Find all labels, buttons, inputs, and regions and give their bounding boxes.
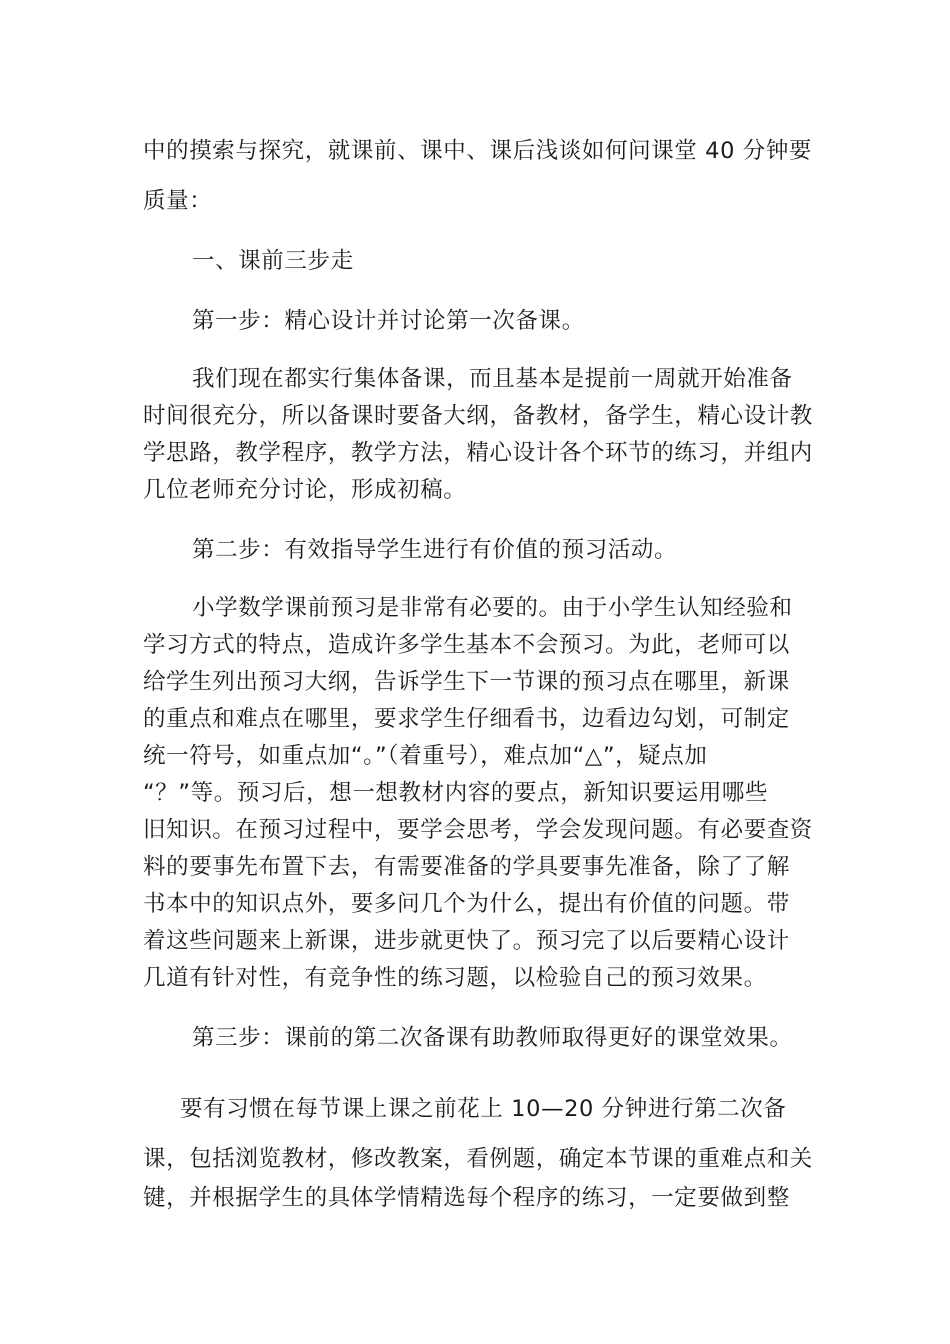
text-line: 质量： xyxy=(143,188,213,214)
step-heading: 第二步：有效指导学生进行有价值的预习活动。 xyxy=(192,537,678,563)
text-line: 料的要事先布置下去，有需要准备的学具要事先准备，除了了解 xyxy=(143,854,790,880)
text-line: 统一符号，如重点加“。”（着重号），难点加“△”，疑点加 xyxy=(143,743,708,769)
text-line: 着这些问题来上新课，进步就更快了。预习完了以后要精心设计 xyxy=(143,928,790,954)
text-line: 键，并根据学生的具体学情精选每个程序的练习，一定要做到整 xyxy=(143,1185,790,1211)
text-line: 我们现在都实行集体备课，而且基本是提前一周就开始准备 xyxy=(192,366,793,392)
step-heading: 第三步：课前的第二次备课有助教师取得更好的课堂效果。 xyxy=(192,1025,793,1051)
text-line: 几道有针对性，有竞争性的练习题，以检验自己的预习效果。 xyxy=(143,965,767,991)
text-line: 小学数学课前预习是非常有必要的。由于小学生认知经验和 xyxy=(192,595,793,621)
text-line: 要有习惯在每节课上课之前花上 10—20 分钟进行第二次备 xyxy=(180,1096,787,1122)
text-line: 学思路，教学程序，教学方法，精心设计各个环节的练习，并组内 xyxy=(143,440,813,466)
text-line: 的重点和难点在哪里，要求学生仔细看书，边看边勾划，可制定 xyxy=(143,706,790,732)
text-line: 给学生列出预习大纲，告诉学生下一节课的预习点在哪里，新课 xyxy=(143,669,790,695)
text-line: 旧知识。在预习过程中，要学会思考，学会发现问题。有必要查资 xyxy=(143,817,813,843)
text-line: 时间很充分，所以备课时要备大纲，备教材，备学生，精心设计教 xyxy=(143,403,813,429)
text-line: 中的摸索与探究，就课前、课中、课后浅谈如何问课堂 40 分钟要 xyxy=(143,138,813,164)
section-heading: 一、课前三步走 xyxy=(192,248,354,274)
text-line: 学习方式的特点，造成许多学生基本不会预习。为此，老师可以 xyxy=(143,632,790,658)
step-heading: 第一步：精心设计并讨论第一次备课。 xyxy=(192,308,585,334)
text-line: 几位老师充分讨论，形成初稿。 xyxy=(143,477,467,503)
text-line: 课，包括浏览教材，修改教案，看例题，确定本节课的重难点和关 xyxy=(143,1146,813,1172)
text-line: “？”等。预习后，想一想教材内容的要点，新知识要运用哪些 xyxy=(143,780,769,806)
text-line: 书本中的知识点外，要多问几个为什么，提出有价值的问题。带 xyxy=(143,891,790,917)
